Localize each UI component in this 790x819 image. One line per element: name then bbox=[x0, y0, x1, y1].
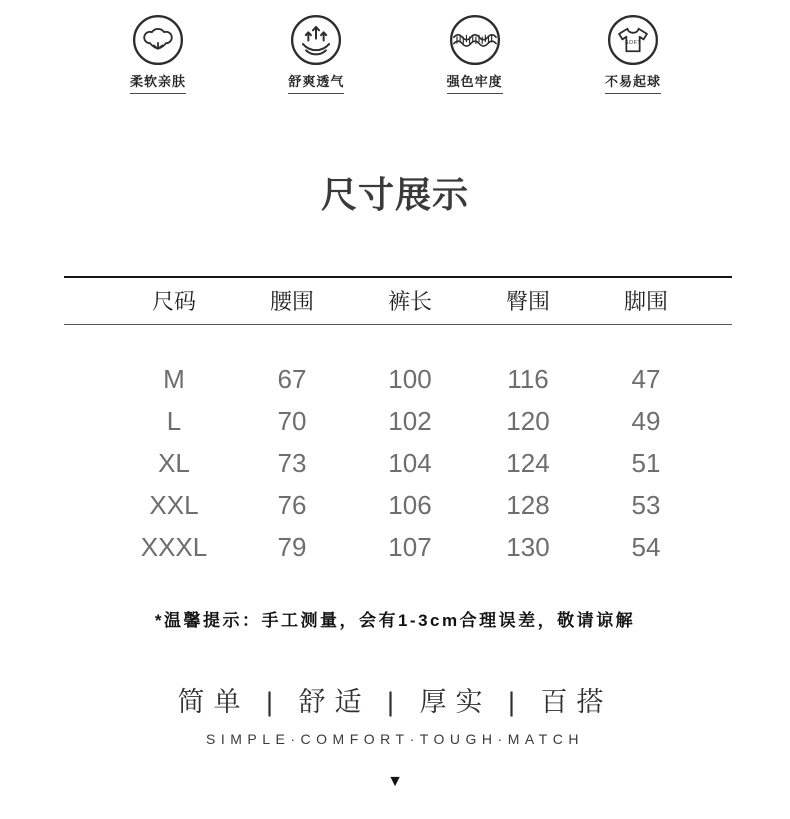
feature-soft-skin bbox=[112, 13, 204, 94]
size-table-header bbox=[64, 278, 732, 325]
value-cell: 49 bbox=[631, 406, 661, 436]
value-cell: 120 bbox=[506, 406, 550, 436]
feature-label: 不易起球 bbox=[605, 74, 661, 94]
value-cell: 102 bbox=[388, 406, 432, 436]
value-cell: 104 bbox=[388, 448, 432, 478]
feature-label: 强色牢度 bbox=[447, 74, 503, 94]
column-header-waist: 腰围 bbox=[269, 289, 314, 314]
size-cell: L bbox=[166, 406, 182, 436]
feature-breathable bbox=[270, 13, 362, 94]
value-cell: 67 bbox=[277, 364, 307, 394]
value-cell: 73 bbox=[277, 448, 307, 478]
value-cell: 51 bbox=[631, 448, 661, 478]
table-row bbox=[64, 484, 732, 526]
table-row bbox=[64, 358, 732, 400]
slogan-english: SIMPLE·COMFORT·TOUGH·MATCH bbox=[206, 731, 584, 747]
size-cell: XL bbox=[158, 448, 190, 478]
value-cell: 128 bbox=[506, 490, 550, 520]
column-header-length: 裤长 bbox=[387, 289, 432, 314]
value-cell: 130 bbox=[506, 532, 550, 562]
size-cell: M bbox=[163, 364, 185, 394]
column-header-size: 尺码 bbox=[151, 289, 196, 314]
value-cell: 100 bbox=[388, 364, 432, 394]
size-cell: XXL bbox=[149, 490, 199, 520]
feature-badges-row bbox=[112, 13, 679, 94]
slogan-chinese: 简单 | 舒适 | 厚实 | 百搭 bbox=[177, 687, 613, 717]
value-cell: 76 bbox=[277, 490, 307, 520]
size-cell: XXXL bbox=[140, 532, 208, 562]
size-table bbox=[64, 276, 732, 568]
feature-no-pilling bbox=[587, 13, 679, 94]
value-cell: 47 bbox=[631, 364, 661, 394]
value-cell: 116 bbox=[507, 364, 549, 394]
column-header-leg: 脚围 bbox=[623, 289, 668, 314]
value-cell: 70 bbox=[277, 406, 307, 436]
breathability-icon bbox=[289, 13, 343, 67]
value-cell: 54 bbox=[631, 532, 661, 562]
feature-label: 舒爽透气 bbox=[288, 74, 344, 94]
value-cell: 124 bbox=[506, 448, 550, 478]
column-header-hip: 臀围 bbox=[505, 289, 550, 314]
table-row bbox=[64, 442, 732, 484]
value-cell: 107 bbox=[388, 532, 432, 562]
size-table-body bbox=[64, 325, 732, 568]
table-row bbox=[64, 526, 732, 568]
section-title: 尺寸展示 bbox=[320, 174, 469, 215]
feature-color-fastness bbox=[429, 13, 521, 94]
shirt-soft-text: SOFT bbox=[624, 40, 642, 47]
scroll-down-arrow-icon: ▼ bbox=[387, 773, 403, 790]
value-cell: 53 bbox=[631, 490, 661, 520]
no-pilling-shirt-icon bbox=[606, 13, 660, 67]
value-cell: 106 bbox=[388, 490, 432, 520]
measurement-note: *温馨提示：手工测量，会有1-3cm合理误差，敬请谅解 bbox=[154, 611, 636, 630]
feature-label: 柔软亲肤 bbox=[130, 74, 186, 94]
value-cell: 79 bbox=[277, 532, 307, 562]
cotton-icon bbox=[131, 13, 185, 67]
color-fastness-icon bbox=[448, 13, 502, 67]
table-row bbox=[64, 400, 732, 442]
